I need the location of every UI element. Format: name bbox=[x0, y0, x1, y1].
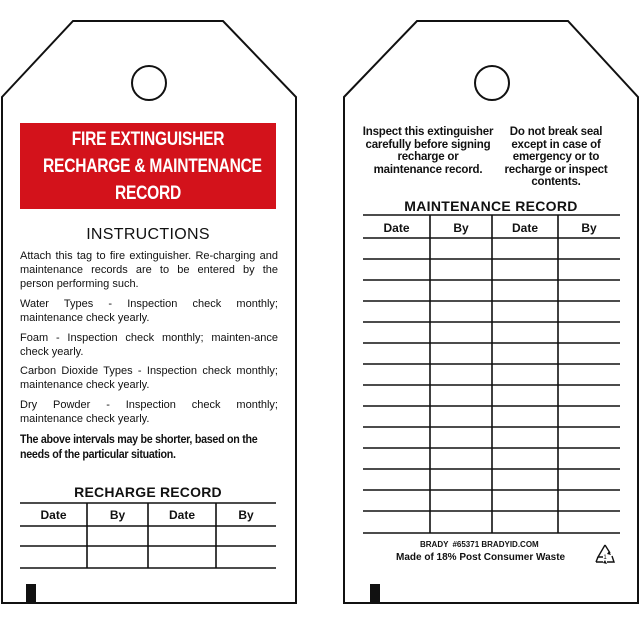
recycle-number: 1 bbox=[603, 555, 607, 561]
instruction-paragraph-dry-powder: Dry Powder - Inspection check monthly; maintenance check yearly. bbox=[20, 399, 278, 425]
maintenance-record-title: MAINTENANCE RECORD bbox=[404, 198, 578, 214]
left-tag-hole bbox=[132, 66, 166, 100]
maintenance-col-date-2: Date bbox=[511, 221, 538, 235]
recycled-content-note: Made of 18% Post Consumer Waste bbox=[396, 552, 566, 563]
instruction-paragraph-attach: Attach this tag to fire extinguisher. Re-charging and maintenance records are to be entered by the person performing such. bbox=[20, 250, 278, 290]
instruction-paragraph-foam: Foam - Inspection check monthly; mainten-ance check yearly. bbox=[20, 332, 278, 358]
right-tag-outline bbox=[344, 21, 638, 603]
recharge-record-title: RECHARGE RECORD bbox=[74, 484, 222, 500]
header-line-2: RECHARGE & MAINTENANCE bbox=[43, 156, 262, 177]
instruction-paragraph-water: Water Types - Inspection check monthly; maintenance check yearly. bbox=[20, 298, 278, 324]
seal-note: Do not break seal except in case of emergency or to recharge or inspect contents. bbox=[504, 126, 608, 188]
product-footer-line bbox=[420, 540, 539, 549]
instruction-paragraph-co2: Carbon Dioxide Types - Inspection check monthly; maintenance check yearly. bbox=[20, 365, 278, 391]
brady-logo: BRADY bbox=[420, 540, 449, 549]
header-line-1: FIRE EXTINGUISHER bbox=[71, 129, 225, 150]
instructions-title: INSTRUCTIONS bbox=[86, 226, 210, 243]
maintenance-col-by-1: By bbox=[453, 221, 469, 235]
maintenance-col-by-2: By bbox=[581, 221, 597, 235]
interval-note: The above intervals may be shorter, based on the needs of the particular situation. bbox=[20, 434, 258, 461]
inspect-note: Inspect this extinguisher carefully before signing recharge or maintenance record. bbox=[362, 126, 494, 176]
recharge-col-by-1: By bbox=[109, 508, 126, 522]
recycle-icon bbox=[594, 543, 616, 565]
left-tag-registration-mark bbox=[26, 584, 36, 602]
recharge-col-date-2: Date bbox=[168, 508, 195, 522]
right-tag-registration-mark bbox=[370, 584, 380, 602]
product-number-url: #65371 BRADYID.COM bbox=[452, 540, 539, 549]
right-tag-hole bbox=[475, 66, 509, 100]
recharge-col-date-1: Date bbox=[40, 508, 67, 522]
maintenance-col-date-1: Date bbox=[383, 221, 410, 235]
header-line-3: RECORD bbox=[114, 183, 182, 204]
tag-header-banner bbox=[20, 123, 276, 209]
recharge-col-by-2: By bbox=[238, 508, 254, 522]
